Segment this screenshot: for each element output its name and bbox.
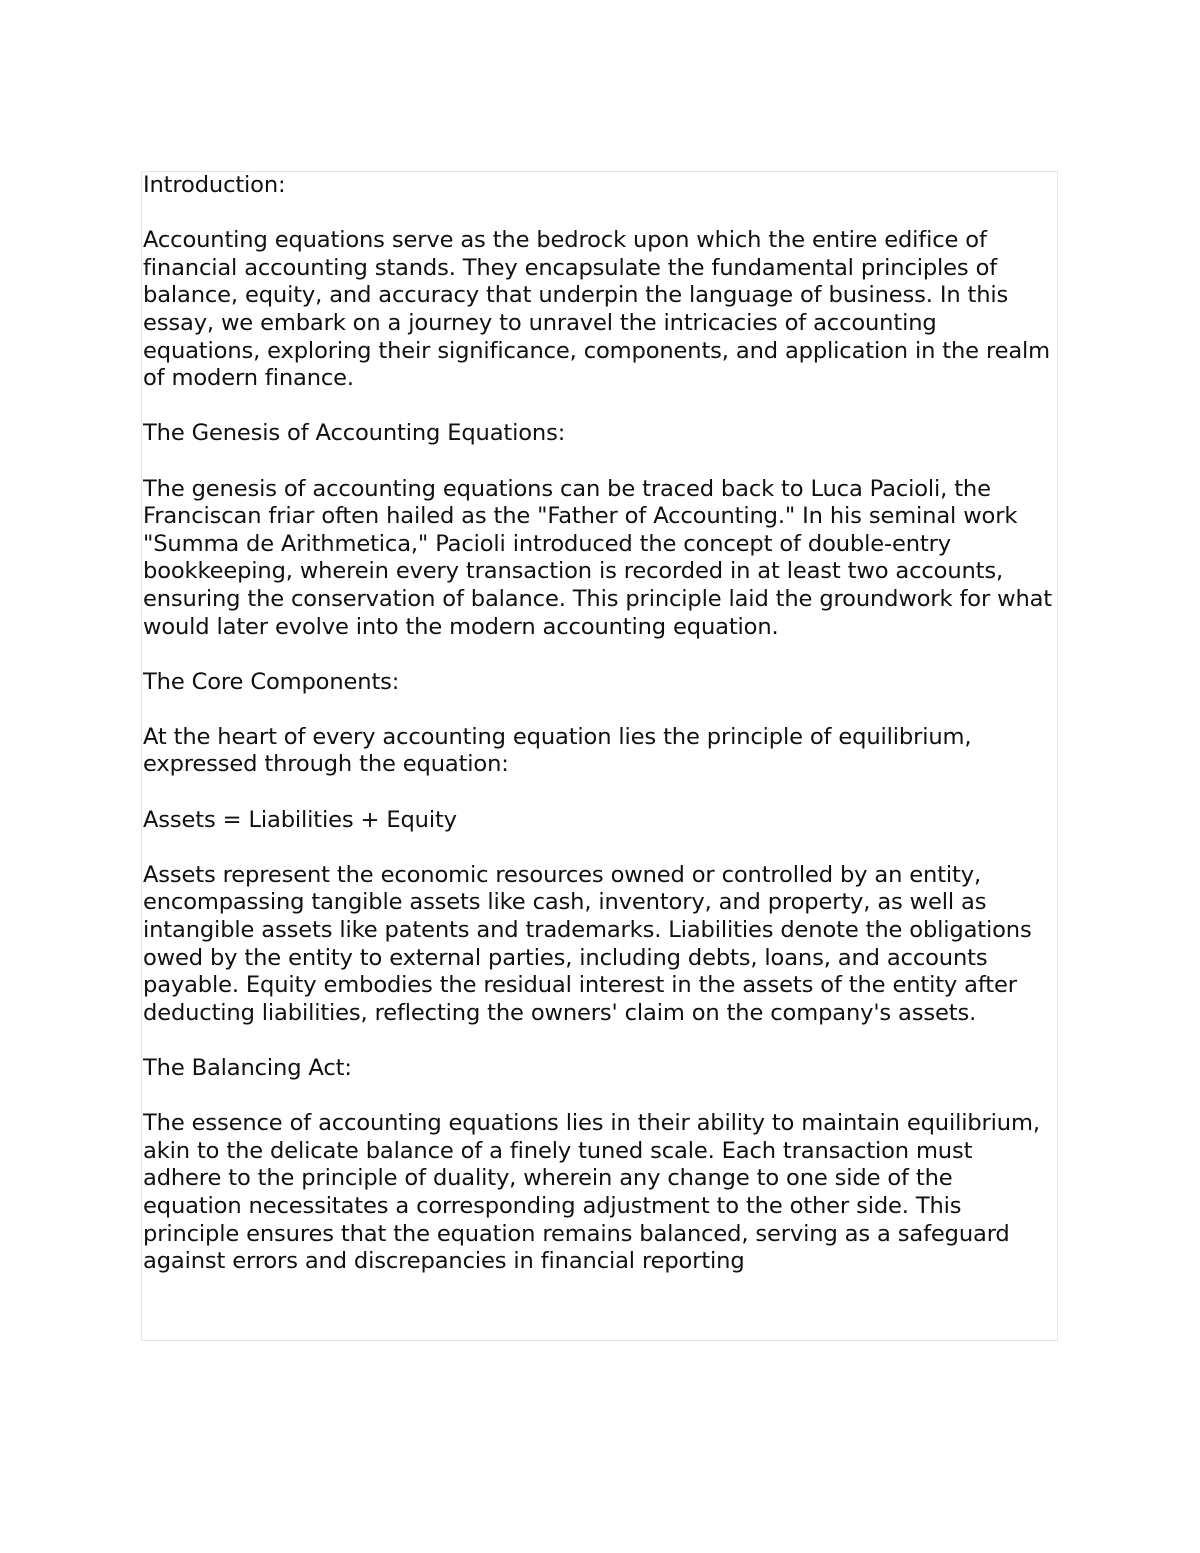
genesis-heading: The Genesis of Accounting Equations: xyxy=(143,420,566,447)
core-components-heading: The Core Components: xyxy=(143,668,400,695)
components-paragraph: Assets represent the economic resources owned or controlled by an entity, encompassing tangible assets like cash, inventory, and property, as well as intangible assets like patents and trademarks. Liabilities denote the obligations owed by the entity to external parties, including debts, loans, and accounts payable. Equity embodies the residual interest in the assets of the entity after deducting liabilities, reflecting the owners' claim on the company's assets. xyxy=(143,861,1032,1026)
intro-paragraph: Accounting equations serve as the bedrock upon which the entire edifice of financial accounting stands. They encapsulate the fundamental principles of balance, equity, and accuracy that underpin the language of business. In this essay, we embark on a journey to unravel the intricacies of accounting equations, exploring their significance, components, and application in the realm of modern finance. xyxy=(143,227,1051,392)
intro-heading: Introduction: xyxy=(143,172,286,198)
core-components-paragraph: At the heart of every accounting equation lies the principle of equilibrium, expressed through the equation: xyxy=(143,723,972,778)
genesis-paragraph: The genesis of accounting equations can be traced back to Luca Pacioli, the Franciscan friar often hailed as the "Father of Accounting." In his seminal work "Summa de Arithmetica," Pacioli introduced the concept of double-entry bookkeeping, wherein every transaction is recorded in at least two accounts, ensuring the conservation of balance. This principle laid the groundwork for what would later evolve into the modern accounting equation. xyxy=(143,475,1053,640)
balancing-act-paragraph: The essence of accounting equations lies in their ability to maintain equilibrium, akin to the delicate balance of a finely tuned scale. Each transaction must adhere to the principle of duality, wherein any change to one side of the equation necessitates a corresponding adjustment to the other side. This principle ensures that the equation remains balanced, serving as a safeguard against errors and discrepancies in financial reporting xyxy=(143,1110,1040,1275)
document-text-box xyxy=(141,171,1058,1341)
balancing-act-heading: The Balancing Act: xyxy=(143,1055,352,1081)
accounting-equation: Assets = Liabilities + Equity xyxy=(143,806,457,833)
